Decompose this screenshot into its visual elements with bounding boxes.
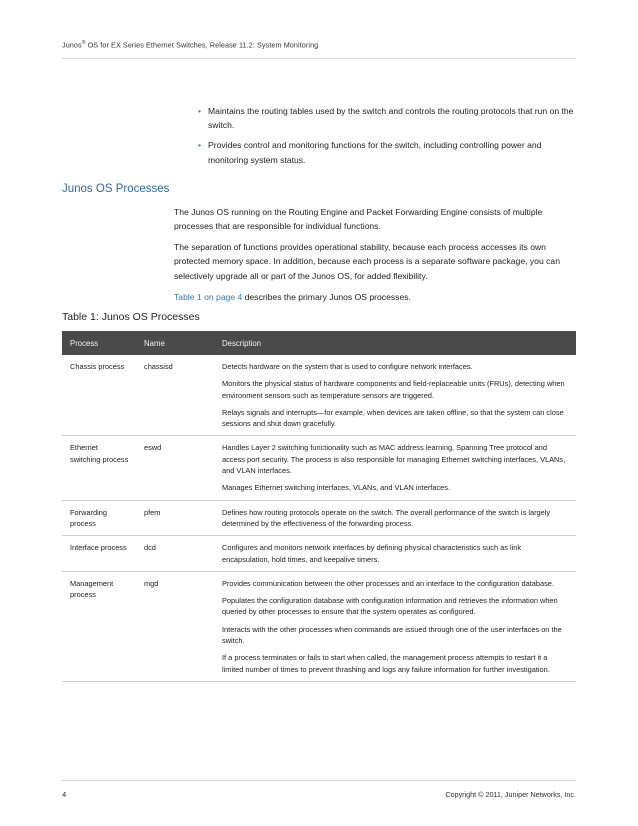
description-line: Manages Ethernet switching interfaces, VLANs, and VLAN interfaces. — [222, 483, 450, 493]
description-line: Handles Layer 2 switching functionality such as MAC address learning, Spanning Tree protocol and access port security. The process is also responsible for managing Ethernet switching interfaces, VLANs, and VLAN interfaces. — [222, 443, 566, 476]
table-row — [62, 355, 576, 436]
column-header-process: Process — [62, 331, 136, 355]
process-cell: Chassis process — [62, 355, 136, 436]
description-cell — [214, 436, 576, 500]
bullet-marker: • — [198, 106, 202, 116]
table-row — [62, 436, 576, 500]
table-row — [62, 571, 576, 681]
column-header-name: Name — [136, 331, 214, 355]
bullet-text: Provides control and monitoring functions for the switch, including controlling power and monitoring system status. — [208, 140, 542, 165]
column-header-description: Description — [214, 331, 576, 355]
process-cell: Management process — [62, 571, 136, 681]
header-brand: Junos — [62, 40, 82, 50]
description-line: Populates the configuration database with configuration information and retrieves the information when queried by other processes to ensure that the system operates as configured. — [222, 596, 558, 617]
process-cell: Ethernet switching process — [62, 436, 136, 500]
running-header — [62, 40, 318, 49]
name-cell: pfem — [136, 500, 214, 536]
process-cell: Forwarding process — [62, 500, 136, 536]
description-line: If a process terminates or fails to start when called, the management process attempts to restart it a limited number of times to prevent thrashing and logs any failure information for further investigation. — [222, 653, 550, 674]
footer-divider — [62, 780, 576, 781]
trademark-symbol: ® — [81, 40, 86, 46]
processes-table — [62, 331, 576, 682]
description-cell — [214, 355, 576, 436]
bullet-item — [198, 104, 578, 132]
bullet-marker: • — [198, 140, 202, 151]
table-caption: Table 1: Junos OS Processes — [62, 311, 200, 323]
table-row — [62, 500, 576, 536]
description-line: Configures and monitors network interfaces by defining physical characteristics such as link encapsulation, hold times, and keepalive timers. — [222, 543, 522, 564]
description-line: Monitors the physical status of hardware components and field-replaceable units (FRUs), detecting when environment sensors such as temperature sensors are triggered. — [222, 379, 565, 400]
name-cell: dcd — [136, 536, 214, 572]
header-divider — [62, 58, 576, 59]
description-line: Relays signals and interrupts—for example, when devices are taken offline, so that the system can close sessions and shut down gracefully. — [222, 407, 564, 429]
bullet-list — [198, 104, 578, 173]
page-number: 4 — [62, 790, 67, 799]
xref-text: describes the primary Junos OS processes. — [242, 292, 411, 302]
table-cross-reference-link[interactable]: Table 1 on page 4 — [174, 292, 243, 302]
bullet-item — [198, 138, 578, 166]
description-cell — [214, 536, 576, 572]
xref-paragraph — [174, 290, 574, 304]
header-title: OS for EX Series Ethernet Switches, Release 11.2: System Monitoring — [85, 40, 319, 50]
description-line: Interacts with the other processes when commands are issued through one of the user interfaces on the switch. — [222, 624, 562, 646]
name-cell: chassisd — [136, 355, 214, 436]
table-header-row — [62, 331, 576, 355]
description-line: Defines how routing protocols operate on the switch. The overall performance of the switch is largely determined by the effectiveness of the forwarding process. — [222, 507, 551, 528]
intro-paragraph: The Junos OS running on the Routing Engine and Packet Forwarding Engine consists of multiple processes that are responsible for individual functions. — [174, 207, 543, 232]
section-heading: Junos OS Processes — [62, 183, 170, 195]
description-line: Detects hardware on the system that is used to configure network interfaces. — [222, 362, 473, 371]
table-row — [62, 536, 576, 572]
name-cell: eswd — [136, 436, 214, 500]
separation-paragraph: The separation of functions provides operational stability, because each process accesses its own protected memory space. In addition, because each process is a separate software package, you can selectively upgrade all or part of the Junos OS, for added flexibility. — [174, 242, 560, 281]
description-cell — [214, 571, 576, 681]
description-cell — [214, 500, 576, 536]
process-cell: Interface process — [62, 536, 136, 572]
bullet-text: Maintains the routing tables used by the switch and controls the routing protocols that run on the switch. — [208, 106, 574, 131]
description-line: Provides communication between the other processes and an interface to the configuration database. — [222, 578, 554, 588]
copyright-notice: Copyright © 2011, Juniper Networks, Inc. — [445, 790, 576, 799]
name-cell: mgd — [136, 571, 214, 681]
